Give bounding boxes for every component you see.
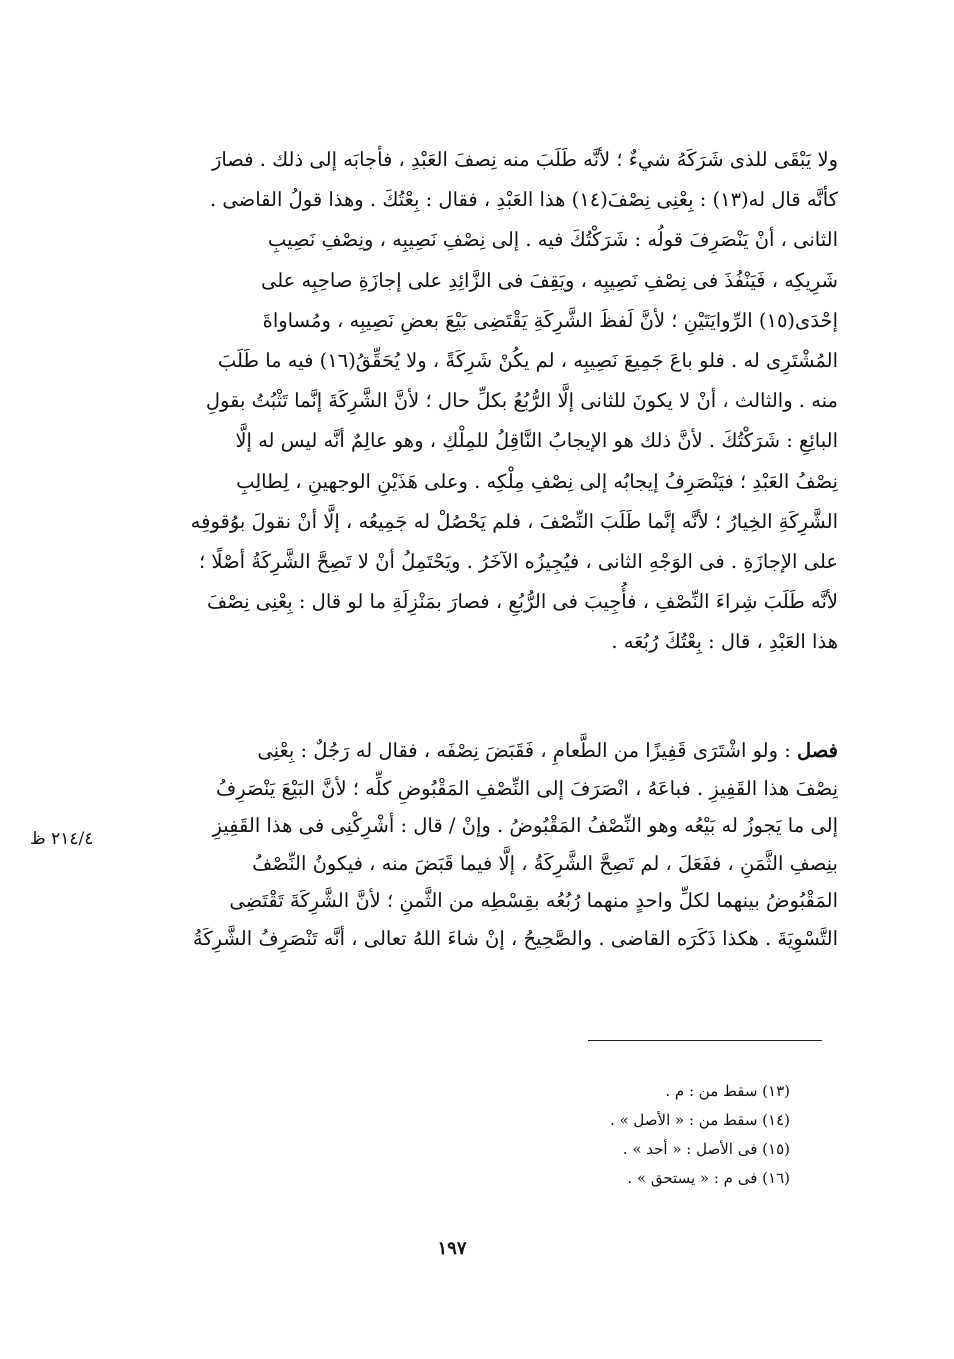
text-line-rest: : ولو اشْتَرَى قَفِيزًا من الطَّعامِ ، فَقَبَضَ نِصْفَه ، فقال له رَجُلٌ : بِعْنِى — [257, 739, 797, 762]
footnote-item: (١٣) سقط من : م . — [665, 1082, 790, 1100]
text-line: لأنَّه طَلَبَ شِراءَ النِّصْفِ ، فأُجِيبَ فى الرُّبُعِ ، فصارَ بمَنْزِلَةِ ما لو قال : بِعْنِى نِصْفَ — [207, 590, 838, 614]
text-line: هذا العَبْدِ ، قال : بِعْتُكَ رُبُعَه . — [611, 630, 838, 654]
text-line: كأنَّه قال له(١٣) : بِعْنِى نِصْفَ(١٤) هذا العَبْدِ ، فقال : بِعْتُكَ . وهذا قولُ القاضى . — [210, 188, 838, 212]
text-line: نِصْفُ العَبْدِ ؛ فيَنْصَرِفُ إيجابُه إلى نِصْفِ مِلْكِه . وعلى هَذَيْنِ الوجهينِ ، لِطالِبِ — [236, 469, 838, 493]
text-line: ولا يَبْقَى للذى شَرَكَهُ شيءٌ ؛ لأنَّه طَلَبَ منه نِصفَ العَبْدِ ، فأجابَه إلى ذلك . فصارَ — [211, 148, 838, 171]
text-line: المَقْبُوضُ بينهما لكلِّ واحدٍ منهما رُبُعُه بقِسْطِه من الثَّمنِ ؛ لأنَّ الشَّرِكَةَ تَقْتَضِى — [229, 889, 838, 913]
text-line: الثانى ، أنْ يَنْصَرِفَ قولُه : شَرَكْتُكَ فيه . إلى نِصْفِ نَصِيبِه ، ونِصْفِ نَصِيبِ — [267, 228, 838, 252]
text-line: إلى ما يَجوزُ له بَيْعُه وهو النِّصْفُ المَقْبُوضُ . وإنْ / قال : أشْرِكْنِى فى هذا القَفِيزِ — [212, 814, 838, 838]
text-line: البائِعِ : شَرَكْتُكَ . لأنَّ ذلك هو الإيجابُ النَّاقِلُ للمِلْكِ ، وهو عالِمٌ أنَّه ليس له إلَّا — [235, 429, 838, 453]
text-line: المُشْتَرِى له . فلو باعَ جَمِيعَ نَصِيبِه ، لم يكُنْ شَرِكَةً ، ولا يُحَقِّقُ(١٦) فيه ما طَلَبَ — [217, 348, 838, 372]
footnote-item: (١٤) سقط من : « الأصل » . — [609, 1111, 790, 1129]
text-line: شَرِيكِه ، فَيَنْفُذَ فى نِصْفِ نَصِيبِه ، ويَقِفَ فى الزَّائِدِ على إجازَةِ صاحِبِه على — [260, 268, 838, 292]
footnote-separator-rule — [588, 1040, 822, 1041]
text-line: على الإجازَةِ . فى الوَجْهِ الثانى ، فيُجِيزُه الآخَرُ . ويَحْتَمِلُ أنْ لا تَصِحَّ الشَّرِكَةُ أصْلًا ؛ — [199, 549, 838, 573]
text-line: إحْدَى(١٥) الرِّوايَتَيْنِ ؛ لأنَّ لَفظَ الشَّرِكَةِ يَقْتَضِى بَيْعَ بعضِ نَصِيبِه ، ومُساواةَ — [262, 308, 838, 332]
text-line: منه . والثالث ، أنْ لا يكونَ للثانى إلَّا الرُّبُعُ بكلِّ حال ؛ لأنَّ الشَّرِكَةَ إنَّما تَثْبُتُ بقولِ — [205, 389, 838, 413]
section-heading-fasl: فصل — [797, 739, 838, 762]
main-text-paragraph-1 — [118, 140, 838, 662]
text-line: بنِصفِ الثَّمَنِ ، ففَعَلَ ، لم تَصِحَّ الشَّرِكَةُ ، إلَّا فيما قَبَضَ منه ، فيكونُ النِّصْفُ — [252, 851, 838, 875]
margin-folio-reference: ٢١٤/٤ ظ — [30, 829, 94, 849]
text-line: نِصْفَ هذا القَفِيزِ . فباعَهُ ، انْصَرَفَ إلى النِّصْفِ المَقْبُوضِ كلِّه ؛ لأنَّ البَيْعَ يَنْصَرِفُ — [216, 776, 838, 800]
footnote-item: (١٦) فى م : « يستحق » . — [627, 1169, 790, 1187]
footnote-item: (١٥) فى الأصل : « أحد » . — [622, 1140, 790, 1158]
text-line-first — [118, 732, 838, 770]
text-line: التَّسْوِيَةَ . هكذا ذَكَرَه القاضى . والصَّحِيحُ ، إنْ شاءَ اللهُ تعالى ، أنَّه تَنْصَرِفُ الشَّرِكَةُ — [192, 926, 838, 950]
text-line: الشَّرِكَةِ الخِيارُ ؛ لأنَّه إنَّما طَلَبَ النِّصْفَ ، فلم يَحْصُلْ له جَمِيعُه ، إلَّا أنْ نقولَ بوُقوفِه — [190, 509, 838, 533]
footnotes — [300, 1077, 790, 1193]
page-number: ١٩٧ — [437, 1238, 467, 1259]
main-text-paragraph-2 — [118, 732, 838, 958]
